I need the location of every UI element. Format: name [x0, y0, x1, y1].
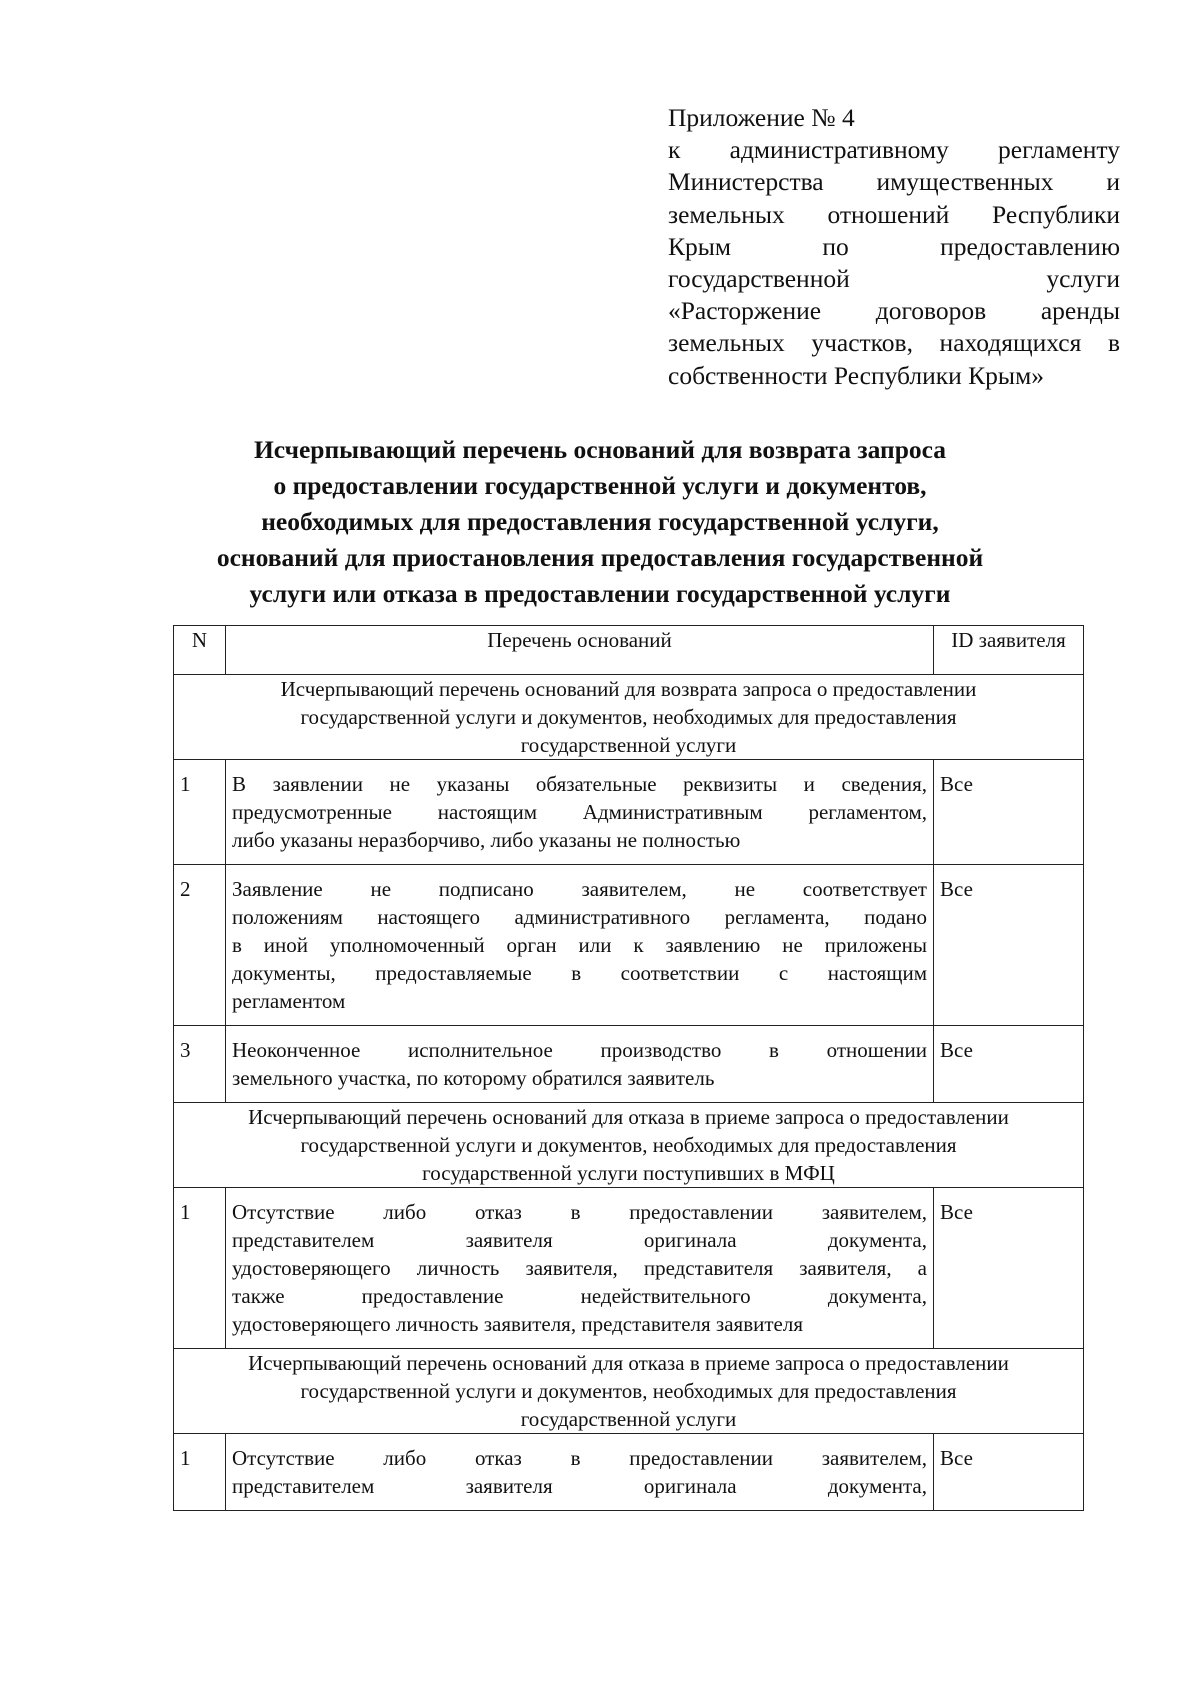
- table-header-row: [174, 626, 1084, 675]
- row-grounds-text: [226, 1434, 934, 1511]
- text-line: удостоверяющего личность заявителя, представителя заявителя: [232, 1312, 803, 1336]
- text-line: представителем заявителя оригинала документа,: [232, 1474, 927, 1498]
- text-line: Неоконченное исполнительное производство в отношении: [232, 1038, 927, 1062]
- header-applicant-id: ID заявителя: [934, 626, 1084, 675]
- section-header-row: [174, 675, 1084, 760]
- row-number: 3: [174, 1026, 226, 1103]
- section-title-line: государственной услуги и документов, необходимых для предоставления: [300, 1133, 957, 1157]
- row-applicant-id: Все: [934, 1188, 1084, 1349]
- row-grounds-text: [226, 1026, 934, 1103]
- section-title-line: государственной услуги и документов, необходимых для предоставления: [300, 1379, 957, 1403]
- annex-title: Приложение № 4: [668, 103, 855, 132]
- section-title-line: государственной услуги: [520, 733, 737, 757]
- section-header-row: [174, 1103, 1084, 1188]
- annex-line: собственности Республики Крым»: [668, 360, 1044, 390]
- row-number: 2: [174, 865, 226, 1026]
- annex-body: [668, 134, 1120, 392]
- text-line: также предоставление недействительного документа,: [232, 1284, 927, 1308]
- row-number: 1: [174, 1188, 226, 1349]
- table-row: [174, 1434, 1084, 1511]
- header-n: N: [174, 626, 226, 675]
- header-grounds: Перечень оснований: [226, 626, 934, 675]
- grounds-table: [173, 625, 1084, 1511]
- row-grounds-text: [226, 865, 934, 1026]
- annex-line: к административному регламенту: [668, 135, 1120, 165]
- text-line: либо указаны неразборчиво, либо указаны не полностью: [232, 828, 741, 852]
- annex-block: [668, 102, 1120, 392]
- text-line: представителем заявителя оригинала документа,: [232, 1228, 927, 1252]
- row-applicant-id: Все: [934, 1434, 1084, 1511]
- section-title-line: Исчерпывающий перечень оснований для отказа в приеме запроса о предоставлении: [248, 1105, 1009, 1129]
- text-line: Отсутствие либо отказ в предоставлении заявителем,: [232, 1200, 927, 1224]
- document-title-line: необходимых для предоставления государственной услуги,: [261, 507, 939, 536]
- annex-line: «Расторжение договоров аренды: [668, 296, 1120, 326]
- row-grounds-text: [226, 760, 934, 865]
- document-title-line: услуги или отказа в предоставлении государственной услуги: [249, 579, 951, 608]
- annex-line: государственной услуги: [668, 264, 1120, 294]
- table-row: [174, 760, 1084, 865]
- text-line: Отсутствие либо отказ в предоставлении заявителем,: [232, 1446, 927, 1470]
- section-title: [174, 1103, 1084, 1188]
- text-line: В заявлении не указаны обязательные реквизиты и сведения,: [232, 772, 927, 796]
- text-line: земельного участка, по которому обратился заявитель: [232, 1066, 715, 1090]
- row-number: 1: [174, 760, 226, 865]
- row-applicant-id: Все: [934, 865, 1084, 1026]
- row-applicant-id: Все: [934, 760, 1084, 865]
- text-line: удостоверяющего личность заявителя, представителя заявителя, а: [232, 1256, 927, 1280]
- section-title: [174, 675, 1084, 760]
- text-line: положениям настоящего административного регламента, подано: [232, 905, 927, 929]
- document-title-line: оснований для приостановления предоставления государственной: [216, 543, 984, 572]
- annex-line: Крым по предоставлению: [668, 231, 1120, 261]
- annex-line: земельных участков, находящихся в: [668, 328, 1120, 358]
- table-row: [174, 865, 1084, 1026]
- section-title-line: государственной услуги: [520, 1407, 737, 1431]
- section-title: [174, 1349, 1084, 1434]
- text-line: регламентом: [232, 989, 346, 1013]
- text-line: в иной уполномоченный орган или к заявлению не приложены: [232, 933, 927, 957]
- text-line: документы, предоставляемые в соответствии с настоящим: [232, 961, 927, 985]
- text-line: Заявление не подписано заявителем, не соответствует: [232, 877, 927, 901]
- text-line: предусмотренные настоящим Административным регламентом,: [232, 800, 927, 824]
- document-title-line: о предоставлении государственной услуги и документов,: [273, 471, 927, 500]
- section-title-line: Исчерпывающий перечень оснований для возврата запроса о предоставлении: [280, 677, 977, 701]
- section-title-line: Исчерпывающий перечень оснований для отказа в приеме запроса о предоставлении: [248, 1351, 1009, 1375]
- table-row: [174, 1188, 1084, 1349]
- row-applicant-id: Все: [934, 1026, 1084, 1103]
- table-row: [174, 1026, 1084, 1103]
- annex-line: земельных отношений Республики: [668, 199, 1120, 229]
- document-title: [150, 432, 1050, 612]
- row-number: 1: [174, 1434, 226, 1511]
- document-title-line: Исчерпывающий перечень оснований для возврата запроса: [253, 435, 947, 464]
- row-grounds-text: [226, 1188, 934, 1349]
- section-header-row: [174, 1349, 1084, 1434]
- section-title-line: государственной услуги и документов, необходимых для предоставления: [300, 705, 957, 729]
- section-title-line: государственной услуги поступивших в МФЦ: [422, 1161, 835, 1185]
- annex-line: Министерства имущественных и: [668, 167, 1120, 197]
